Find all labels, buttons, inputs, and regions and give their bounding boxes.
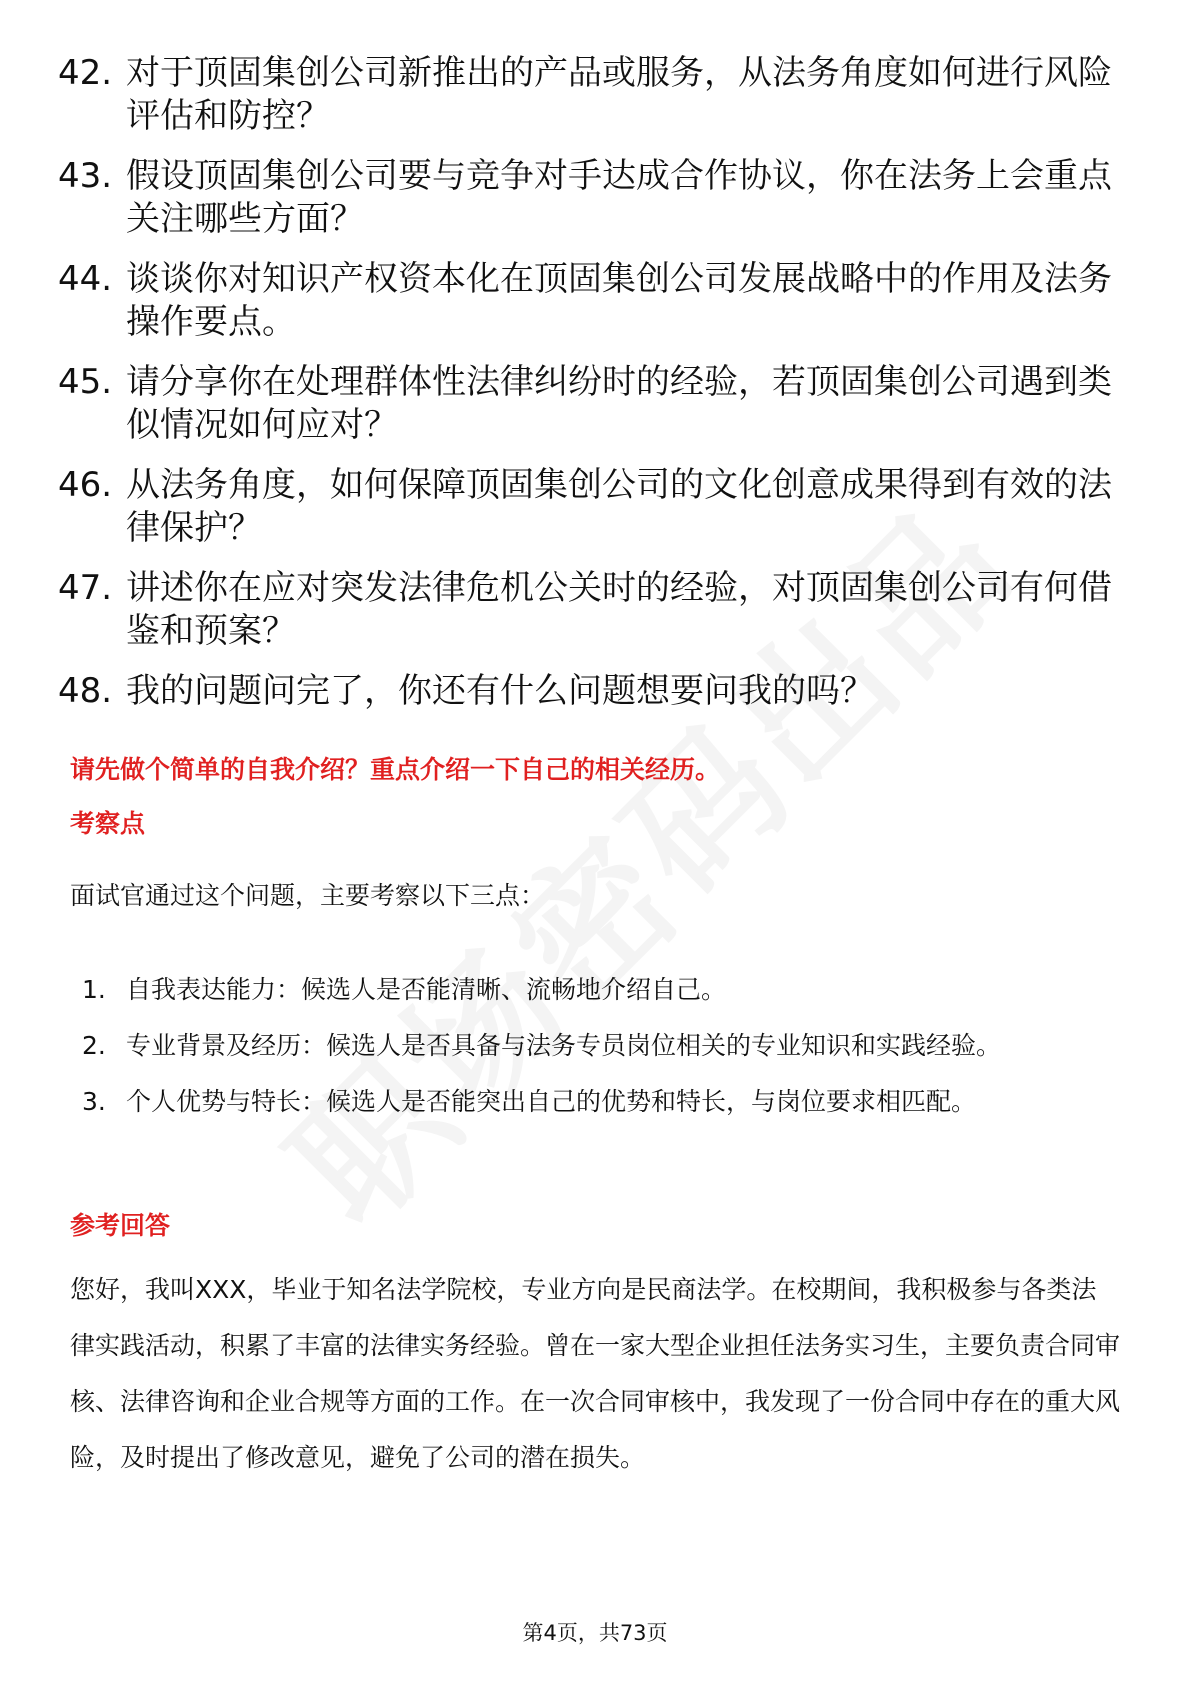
focus-point-item (82, 1074, 1122, 1130)
page-footer: 第4页，共73页 (522, 1621, 668, 1645)
point-text: 个人优势与特长：候选人是否能突出自己的优势和特长，与岗位要求相匹配。 (126, 1087, 977, 1116)
question-number: 48. (58, 671, 113, 711)
section-question-heading: 请先做个简单的自我介绍？重点介绍一下自己的相关经历。 (70, 755, 721, 784)
question-text: 谈谈你对知识产权资本化在顶固集创公司发展战略中的作用及法务操作要点。 (126, 259, 1112, 342)
question-item (58, 52, 1118, 138)
question-number: 42. (58, 53, 113, 93)
point-number: 2. (82, 1031, 106, 1060)
point-text: 专业背景及经历：候选人是否具备与法务专员岗位相关的专业知识和实践经验。 (126, 1031, 1002, 1060)
answer-label: 参考回答 (70, 1211, 171, 1240)
question-item (58, 567, 1118, 653)
question-item (58, 155, 1118, 241)
focus-intro: 面试官通过这个问题，主要考察以下三点： (70, 881, 546, 910)
question-text: 讲述你在应对突发法律危机公关时的经验，对顶固集创公司有何借鉴和预案？ (126, 568, 1112, 651)
question-number: 45. (58, 362, 113, 402)
question-number: 44. (58, 259, 113, 299)
focus-points-list (82, 962, 1122, 1130)
point-number: 3. (82, 1087, 106, 1116)
question-text: 请分享你在处理群体性法律纠纷时的经验，若顶固集创公司遇到类似情况如何应对？ (126, 362, 1112, 445)
question-text: 我的问题问完了，你还有什么问题想要问我的吗？ (126, 671, 874, 711)
question-item (58, 258, 1118, 344)
question-text: 对于顶固集创公司新推出的产品或服务，从法务角度如何进行风险评估和防控？ (126, 53, 1112, 136)
focus-label: 考察点 (70, 809, 146, 838)
answer-text: 您好，我叫XXX，毕业于知名法学院校，专业方向是民商法学。在校期间，我积极参与各类法律实践活动，积累了丰富的法律实务经验。曾在一家大型企业担任法务实习生，主要负责合同审核、法律咨询和企业合规等方面的工作。在一次合同审核中，我发现了一份合同中存在的重大风险，及时提出了修改意见，避免了公司的潜在损失。 (70, 1275, 1121, 1472)
point-number: 1. (82, 975, 106, 1004)
question-text: 假设顶固集创公司要与竞争对手达成合作协议，你在法务上会重点关注哪些方面？ (126, 156, 1112, 239)
question-number: 47. (58, 568, 113, 608)
focus-point-item (82, 962, 1122, 1018)
point-text: 自我表达能力：候选人是否能清晰、流畅地介绍自己。 (126, 975, 727, 1004)
question-item (58, 464, 1118, 550)
question-number: 46. (58, 465, 113, 505)
question-text: 从法务角度，如何保障顶固集创公司的文化创意成果得到有效的法律保护？ (126, 465, 1112, 548)
focus-point-item (82, 1018, 1122, 1074)
question-list (58, 52, 1118, 730)
question-number: 43. (58, 156, 113, 196)
question-item (58, 670, 1118, 713)
question-item (58, 361, 1118, 447)
